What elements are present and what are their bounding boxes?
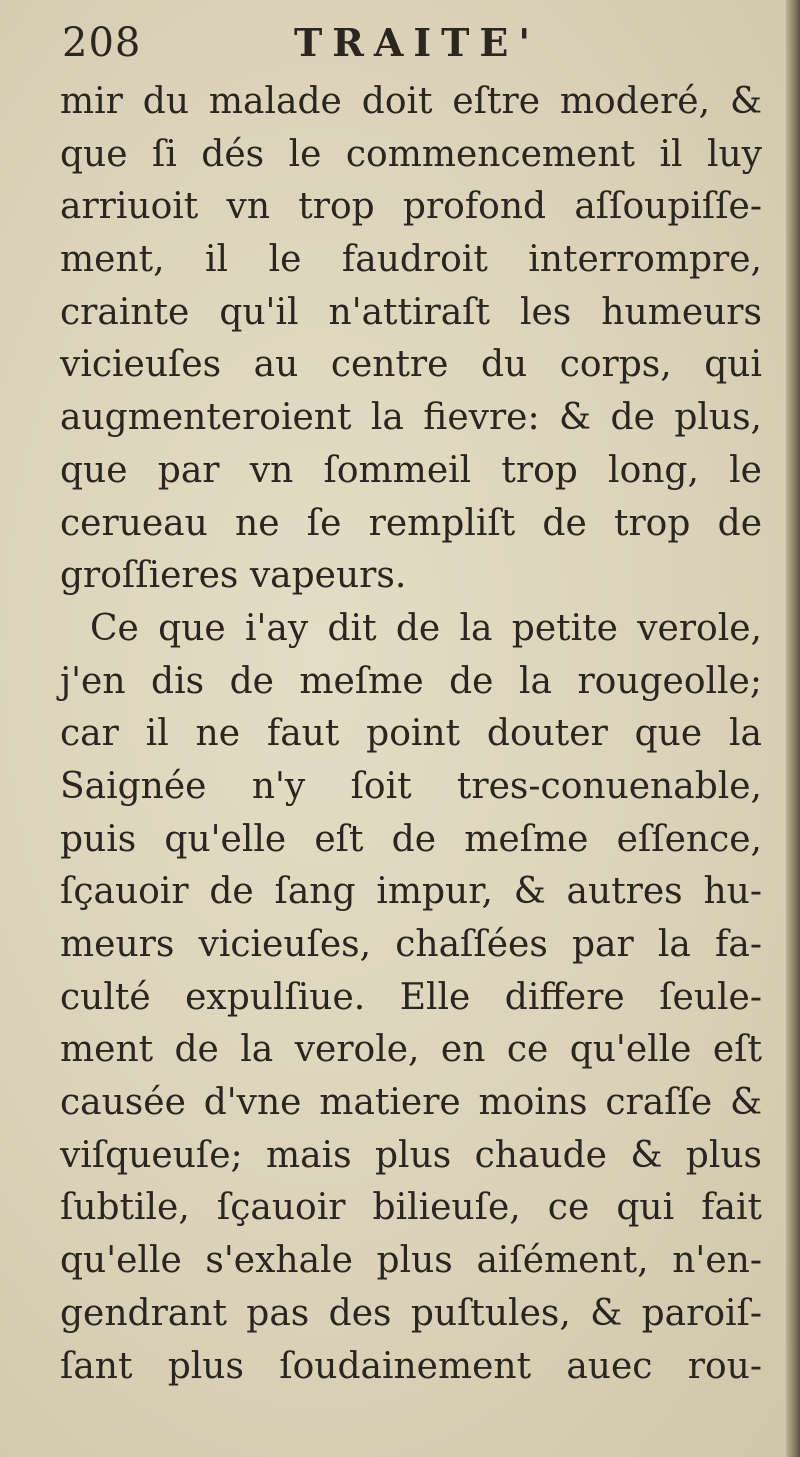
running-head: TRAITE' [294,20,540,65]
body-text [60,76,762,1393]
text-line: Ce que i'ay dit de la petite verole, [90,607,762,649]
text-line: j'en dis de meſme de la rougeolle; [60,660,762,702]
text-line: Saignée n'y ſoit tres-conuenable, [60,765,762,807]
text-line: culté expulſiue. Elle differe ſeule- [60,976,762,1018]
page-number: 208 [62,20,142,66]
text-line: ſubtile, ſçauoir bilieuſe, ce qui fait [60,1187,762,1229]
text-line: gendrant pas des puſtules, & paroiſ- [60,1292,762,1334]
page-header [62,18,762,78]
text-line: vicieuſes au centre du corps, qui [60,344,762,386]
text-line: ſçauoir de ſang impur, & autres hu- [60,871,762,913]
text-line: ſant plus ſoudainement auec rou- [60,1345,762,1387]
text-line: qu'elle s'exhale plus aiſément, n'en- [60,1240,762,1282]
text-line: groſſieres vapeurs. [60,555,407,597]
text-line: viſqueuſe; mais plus chaude & plus [60,1134,762,1176]
text-line: arriuoit vn trop profond aſſoupiſſe- [60,186,762,228]
text-line: puis qu'elle eſt de meſme eſſence, [60,818,762,860]
text-line: ment, il le faudroit interrompre, [60,239,762,281]
text-line: augmenteroient la fievre: & de plus, [60,397,762,439]
text-line: que ſi dés le commencement il luy [60,133,762,175]
text-line: mir du malade doit eſtre moderé, & [60,81,762,122]
text-line: cerueau ne ſe rempliſt de trop de [60,502,762,544]
text-line: ment de la verole, en ce qu'elle eſt [60,1029,762,1071]
text-line: causée d'vne matiere moins craſſe & [60,1082,762,1124]
text-line: meurs vicieuſes, chaſſées par la fa- [60,924,762,965]
text-line: car il ne faut point douter que la [60,713,762,755]
text-line: crainte qu'il n'attiraſt les humeurs [60,291,762,333]
text-line: que par vn ſommeil trop long, le [60,449,762,491]
page-gutter-shadow [786,0,800,1457]
